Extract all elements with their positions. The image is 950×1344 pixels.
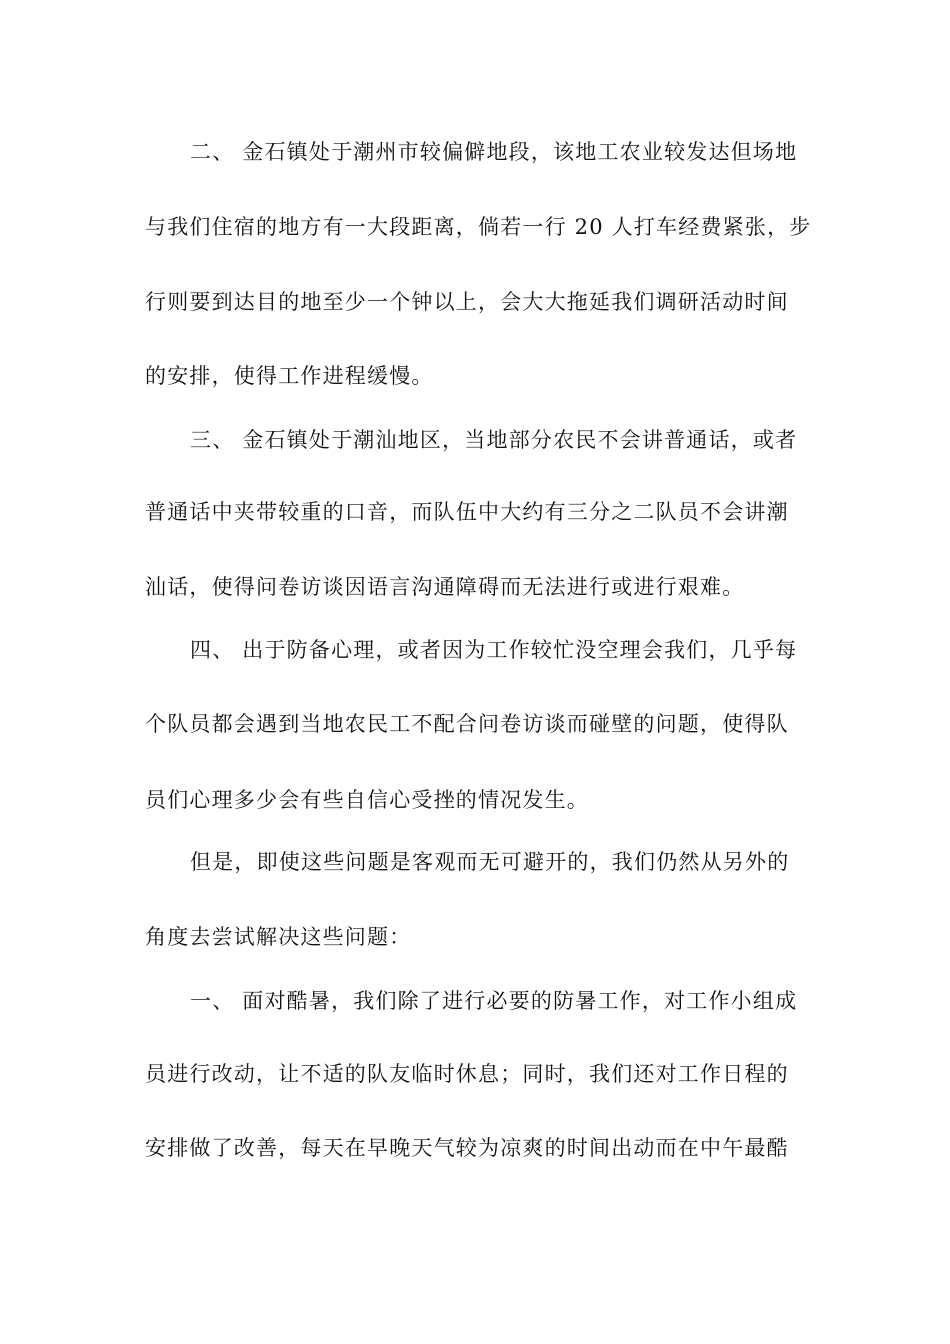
paragraph-6-line-1: 一、 面对酷暑，我们除了进行必要的防暑工作，对工作小组成 <box>190 989 798 1013</box>
paragraph-6-line-3: 安排做了改善，每天在早晚天气较为凉爽的时间出动而在中午最酷 <box>145 1136 789 1160</box>
paragraph-3-line-1: 三、 金石镇处于潮汕地区，当地部分农民不会讲普通话，或者 <box>190 428 798 452</box>
paragraph-4-line-3: 员们心理多少会有些自信心受挫的情况发生。 <box>145 788 589 812</box>
paragraph-4-line-2: 个队员都会遇到当地农民工不配合问卷访谈而碰壁的问题，使得队 <box>145 712 789 736</box>
paragraph-3-line-2: 普通话中夹带较重的口音，而队伍中大约有三分之二队员不会讲潮 <box>145 500 789 524</box>
paragraph-2-line-3: 行则要到达目的地至少一个钟以上，会大大拖延我们调研活动时间 <box>145 290 789 314</box>
paragraph-2-line-1: 二、 金石镇处于潮州市较偏僻地段，该地工农业较发达但场地 <box>190 140 798 164</box>
paragraph-4-line-1: 四、 出于防备心理，或者因为工作较忙没空理会我们，几乎每 <box>190 638 798 662</box>
paragraph-5-line-1: 但是，即使这些问题是客观而无可避开的，我们仍然从另外的 <box>190 850 790 874</box>
paragraph-2-line-2: 与我们住宿的地方有一大段距离，倘若一行 20 人打车经费紧张，步 <box>145 215 812 239</box>
paragraph-6-line-2: 员进行改动，让不适的队友临时休息；同时，我们还对工作日程的 <box>145 1062 789 1086</box>
paragraph-3-line-3: 汕话，使得问卷访谈因语言沟通障碍而无法进行或进行艰难。 <box>145 575 745 599</box>
paragraph-2-line-4: 的安排，使得工作进程缓慢。 <box>145 364 434 388</box>
paragraph-5-line-2: 角度去尝试解决这些问题： <box>145 925 412 949</box>
